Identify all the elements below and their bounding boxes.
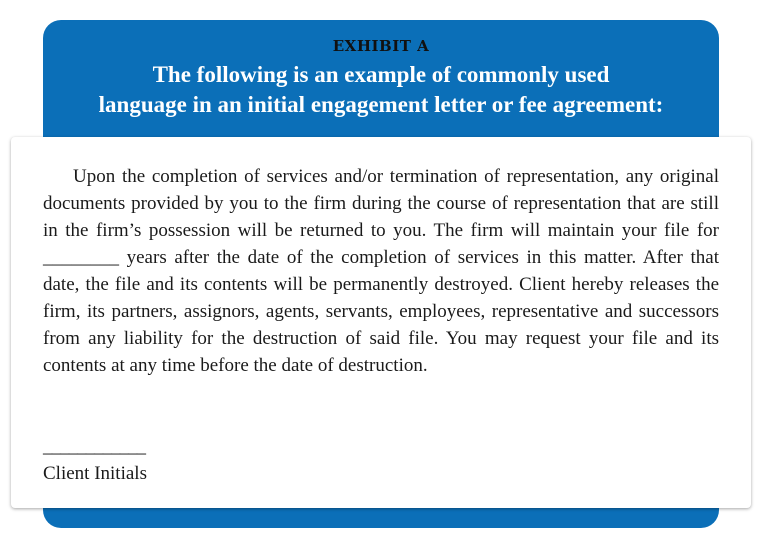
engagement-letter-paragraph: Upon the completion of services and/or termination of representation, any original documents provided by you to the firm during the course of representation that are still in the firm’s possession will be returned to you. The firm will maintain your file for ________ years after the date of the completion of services in this matter. After that date, the file and its contents will be permanently destroyed. Client hereby releases the firm, its partners, assignors, agents, servants, employees, representative and successors from any liability for the destruction of said file. You may request your file and its contents at any time before the date of destruction.: [43, 166, 719, 376]
exhibit-heading-line-1: The following is an example of commonly used: [152, 62, 610, 87]
initials-signature-line: ____________: [43, 436, 145, 457]
exhibit-label: EXHIBIT A: [332, 37, 430, 55]
exhibit-header: [43, 36, 719, 120]
client-initials-label: Client Initials: [43, 463, 147, 484]
client-initials-block: [43, 433, 147, 487]
exhibit-heading-line-2: language in an initial engagement letter or fee agreement:: [98, 92, 664, 117]
sample-language-card: [11, 137, 751, 508]
exhibit-heading: [43, 60, 719, 120]
